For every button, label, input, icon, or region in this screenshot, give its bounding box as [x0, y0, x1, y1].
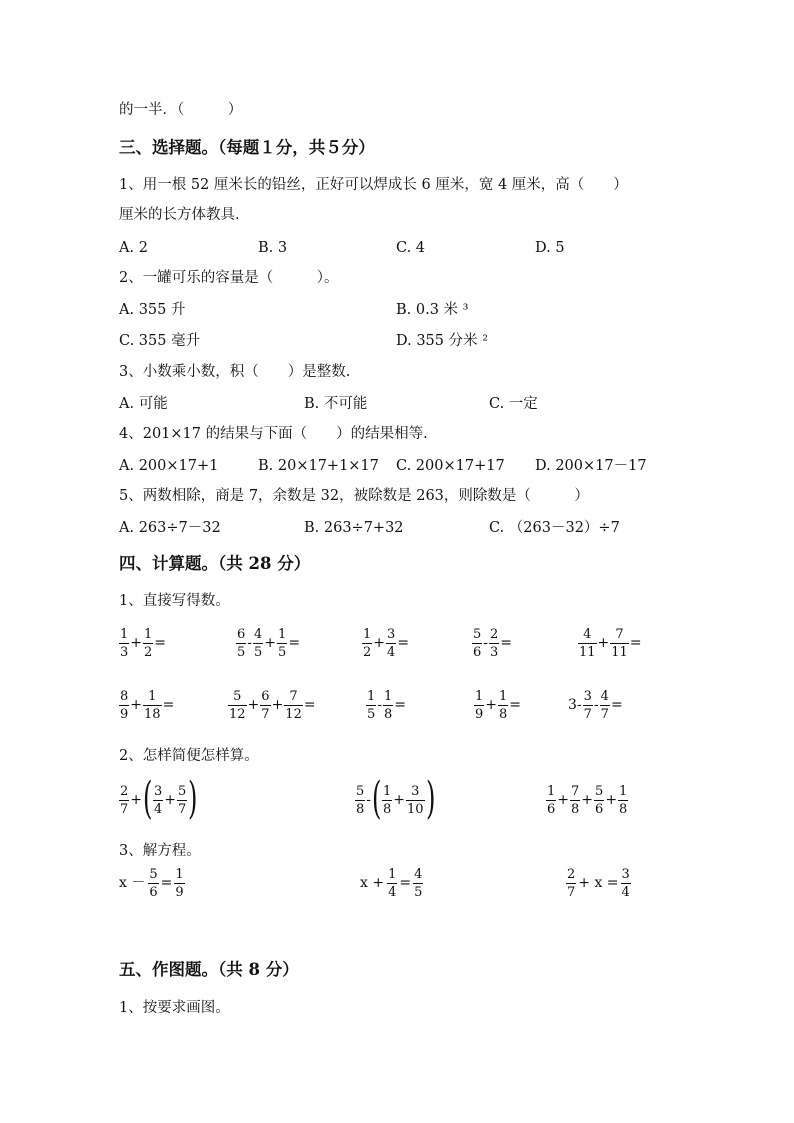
q1-option-a: A. 2: [119, 240, 148, 256]
calc-sub1-label: 1、直接写得数。: [119, 593, 230, 609]
row2-expr2-fraction: [228, 689, 247, 722]
denominator: 8: [619, 802, 628, 817]
numerator: 7: [571, 784, 580, 799]
operator: +: [557, 792, 570, 808]
denominator: 18: [144, 707, 161, 722]
row1-expr3-fraction: [386, 627, 396, 660]
row2-expr1-fraction: [119, 689, 129, 722]
row1-expr2-fraction: [236, 627, 246, 660]
denominator: 4: [621, 885, 630, 900]
lead-term: 3-: [568, 697, 582, 713]
draw-sub1-label: 1、按要求画图。: [119, 1000, 230, 1016]
numerator: 6: [237, 627, 246, 642]
equals-sign: =: [397, 635, 410, 651]
variable-term: x －: [119, 875, 146, 891]
numerator: 1: [148, 689, 157, 704]
denominator: 7: [261, 707, 270, 722]
q2-option-a: A. 355 升: [119, 302, 186, 318]
simplify2-fraction: [406, 784, 425, 817]
row2-expr3-fraction: [366, 689, 376, 722]
denominator: 3: [490, 645, 499, 660]
equals-sign: =: [303, 697, 316, 713]
operator: +: [164, 792, 177, 808]
operator: +: [581, 792, 594, 808]
equals-sign: =: [629, 635, 642, 651]
numerator: 2: [490, 627, 499, 642]
q3-stem: 3、小数乘小数，积（ ）是整数.: [119, 364, 351, 380]
equals-sign: =: [509, 697, 522, 713]
carryover-text: 的一半．（ ）: [119, 102, 243, 118]
q4-option-c: C. 200×17+17: [396, 458, 505, 474]
simplify2-fraction: [382, 784, 392, 817]
q1-line1: 1、用一根 52 厘米长的铅丝，正好可以焊成长 6 厘米，宽 4 厘米，高（ ）: [119, 177, 628, 193]
denominator: 9: [175, 885, 184, 900]
denominator: 5: [367, 707, 376, 722]
section-5-title: 五、作图题。（共 8 分）: [119, 960, 299, 979]
denominator: 4: [154, 802, 163, 817]
section-3-title: 三、选择题。（每题１分，共５分）: [119, 138, 375, 157]
numerator: 2: [567, 867, 576, 882]
q3-option-b: B. 不可能: [304, 396, 368, 412]
equals-sign: =: [610, 697, 623, 713]
operator: +: [373, 635, 386, 651]
numerator: 3: [583, 689, 592, 704]
denominator: 8: [571, 802, 580, 817]
simplify1-fraction: [177, 784, 187, 817]
denominator: 6: [473, 645, 482, 660]
q3-option-c: C. 一定: [489, 396, 538, 412]
numerator: 7: [289, 689, 298, 704]
operator: +: [264, 635, 277, 651]
close-paren: ): [425, 773, 436, 824]
numerator: 4: [414, 867, 423, 882]
denominator: 5: [237, 645, 246, 660]
numerator: 8: [120, 689, 129, 704]
equation3-fraction: [621, 867, 631, 900]
section-4-title: 四、计算题。（共 28 分）: [119, 554, 311, 573]
operator: -: [247, 635, 253, 651]
denominator: 9: [475, 707, 484, 722]
q5-stem: 5、两数相除，商是 7，余数是 32，被除数是 263，则除数是（ ）: [119, 488, 589, 504]
denominator: 7: [120, 802, 129, 817]
numerator: 4: [254, 627, 263, 642]
row1-expr2-fraction: [253, 627, 263, 660]
simplify3-fraction: [618, 784, 628, 817]
q5-option-c: C. （263－32）÷7: [489, 520, 620, 536]
denominator: 8: [499, 707, 508, 722]
numerator: 3: [621, 867, 630, 882]
operator: +: [130, 792, 143, 808]
numerator: 4: [583, 627, 592, 642]
equals-sign: =: [288, 635, 301, 651]
open-paren: (: [372, 773, 382, 824]
row2-expr2-fraction: [260, 689, 270, 722]
numerator: 3: [411, 784, 420, 799]
numerator: 4: [600, 689, 609, 704]
q1-option-c: C. 4: [396, 240, 426, 256]
denominator: 7: [583, 707, 592, 722]
numerator: 6: [261, 689, 270, 704]
equals-sign: =: [500, 635, 513, 651]
row2-expr2-fraction: [284, 689, 303, 722]
denominator: 7: [567, 885, 576, 900]
operator: +: [393, 792, 406, 808]
row1-expr1-fraction: [143, 627, 153, 660]
numerator: 1: [499, 689, 508, 704]
numerator: 5: [356, 784, 365, 799]
numerator: 1: [120, 627, 129, 642]
row1-expr4-fraction: [489, 627, 499, 660]
equals-sign: =: [162, 697, 175, 713]
denominator: 6: [595, 802, 604, 817]
denominator: 8: [356, 802, 365, 817]
denominator: 4: [388, 885, 397, 900]
numerator: 3: [154, 784, 163, 799]
denominator: 6: [149, 885, 158, 900]
equation3-fraction: [566, 867, 576, 900]
equals-sign: + x =: [578, 875, 619, 891]
numerator: 3: [387, 627, 396, 642]
numerator: 5: [149, 867, 158, 882]
q1-option-b: B. 3: [258, 240, 288, 256]
numerator: 1: [547, 784, 556, 799]
numerator: 1: [384, 689, 393, 704]
q5-option-b: B. 263÷7+32: [304, 520, 404, 536]
operator: -: [366, 792, 372, 808]
denominator: 10: [407, 802, 424, 817]
variable-term: x +: [360, 875, 385, 891]
operator: +: [605, 792, 618, 808]
q1-option-d: D. 5: [535, 240, 565, 256]
equation2-fraction: [387, 867, 397, 900]
numerator: 2: [120, 784, 129, 799]
denominator: 2: [144, 645, 153, 660]
calc-sub2-label: 2、怎样简便怎样算。: [119, 748, 259, 764]
close-paren: ): [188, 773, 198, 824]
operator: -: [483, 635, 489, 651]
q2-option-d: D. 355 分米 ²: [396, 333, 489, 349]
numerator: 1: [367, 689, 376, 704]
operator: +: [130, 635, 143, 651]
numerator: 1: [278, 627, 287, 642]
operator: +: [130, 697, 143, 713]
row1-expr5-fraction: [578, 627, 597, 660]
row2-expr4-fraction: [474, 689, 484, 722]
numerator: 1: [388, 867, 397, 882]
row1-expr2-fraction: [277, 627, 287, 660]
q2-option-c: C. 355 毫升: [119, 333, 201, 349]
numerator: 1: [619, 784, 628, 799]
denominator: 5: [278, 645, 287, 660]
denominator: 8: [383, 802, 392, 817]
equation2-fraction: [413, 867, 423, 900]
row1-expr3-fraction: [362, 627, 372, 660]
operator: +: [271, 697, 284, 713]
operator: +: [597, 635, 610, 651]
numerator: 5: [473, 627, 482, 642]
denominator: 5: [254, 645, 263, 660]
row2-expr4-fraction: [498, 689, 508, 722]
denominator: 7: [178, 802, 187, 817]
equals-sign: =: [399, 875, 412, 891]
operator: -: [593, 697, 599, 713]
row1-expr4-fraction: [472, 627, 482, 660]
equation1-fraction: [148, 867, 158, 900]
operator: -: [377, 697, 383, 713]
row1-expr5-fraction: [610, 627, 629, 660]
simplify3-fraction: [570, 784, 580, 817]
q5-option-a: A. 263÷7－32: [119, 520, 221, 536]
denominator: 8: [384, 707, 393, 722]
numerator: 5: [595, 784, 604, 799]
simplify1-fraction: [119, 784, 129, 817]
row2-expr3-fraction: [383, 689, 393, 722]
numerator: 1: [144, 627, 153, 642]
numerator: 7: [615, 627, 624, 642]
denominator: 5: [414, 885, 423, 900]
denominator: 12: [229, 707, 246, 722]
q4-option-d: D. 200×17－17: [535, 458, 647, 474]
numerator: 1: [175, 867, 184, 882]
row2-expr1-fraction: [143, 689, 162, 722]
denominator: 11: [579, 645, 596, 660]
denominator: 2: [363, 645, 372, 660]
numerator: 5: [233, 689, 242, 704]
denominator: 12: [285, 707, 302, 722]
denominator: 6: [547, 802, 556, 817]
row2-expr5-fraction: [600, 689, 610, 722]
simplify1-fraction: [153, 784, 163, 817]
q4-stem: 4、201×17 的结果与下面（ ）的结果相等.: [119, 426, 428, 442]
equals-sign: =: [160, 875, 173, 891]
open-paren: (: [143, 773, 153, 824]
denominator: 9: [120, 707, 129, 722]
simplify2-fraction: [355, 784, 365, 817]
operator: +: [247, 697, 260, 713]
row1-expr1-fraction: [119, 627, 129, 660]
denominator: 11: [611, 645, 628, 660]
q4-option-a: A. 200×17+1: [119, 458, 219, 474]
q2-stem: 2、一罐可乐的容量是（ ）。: [119, 270, 339, 286]
row2-expr5-fraction: [583, 689, 593, 722]
equals-sign: =: [394, 697, 407, 713]
equals-sign: =: [154, 635, 167, 651]
calc-sub3-label: 3、解方程。: [119, 843, 201, 859]
numerator: 1: [475, 689, 484, 704]
equation1-fraction: [174, 867, 184, 900]
operator: +: [485, 697, 498, 713]
q2-option-b: B. 0.3 米 ³: [396, 302, 469, 318]
numerator: 1: [363, 627, 372, 642]
q3-option-a: A. 可能: [119, 396, 168, 412]
simplify3-fraction: [546, 784, 556, 817]
denominator: 3: [120, 645, 129, 660]
numerator: 5: [178, 784, 187, 799]
numerator: 1: [383, 784, 392, 799]
q4-option-b: B. 20×17+1×17: [258, 458, 379, 474]
denominator: 7: [600, 707, 609, 722]
q1-line2: 厘米的长方体教具.: [119, 207, 240, 223]
simplify3-fraction: [594, 784, 604, 817]
denominator: 4: [387, 645, 396, 660]
